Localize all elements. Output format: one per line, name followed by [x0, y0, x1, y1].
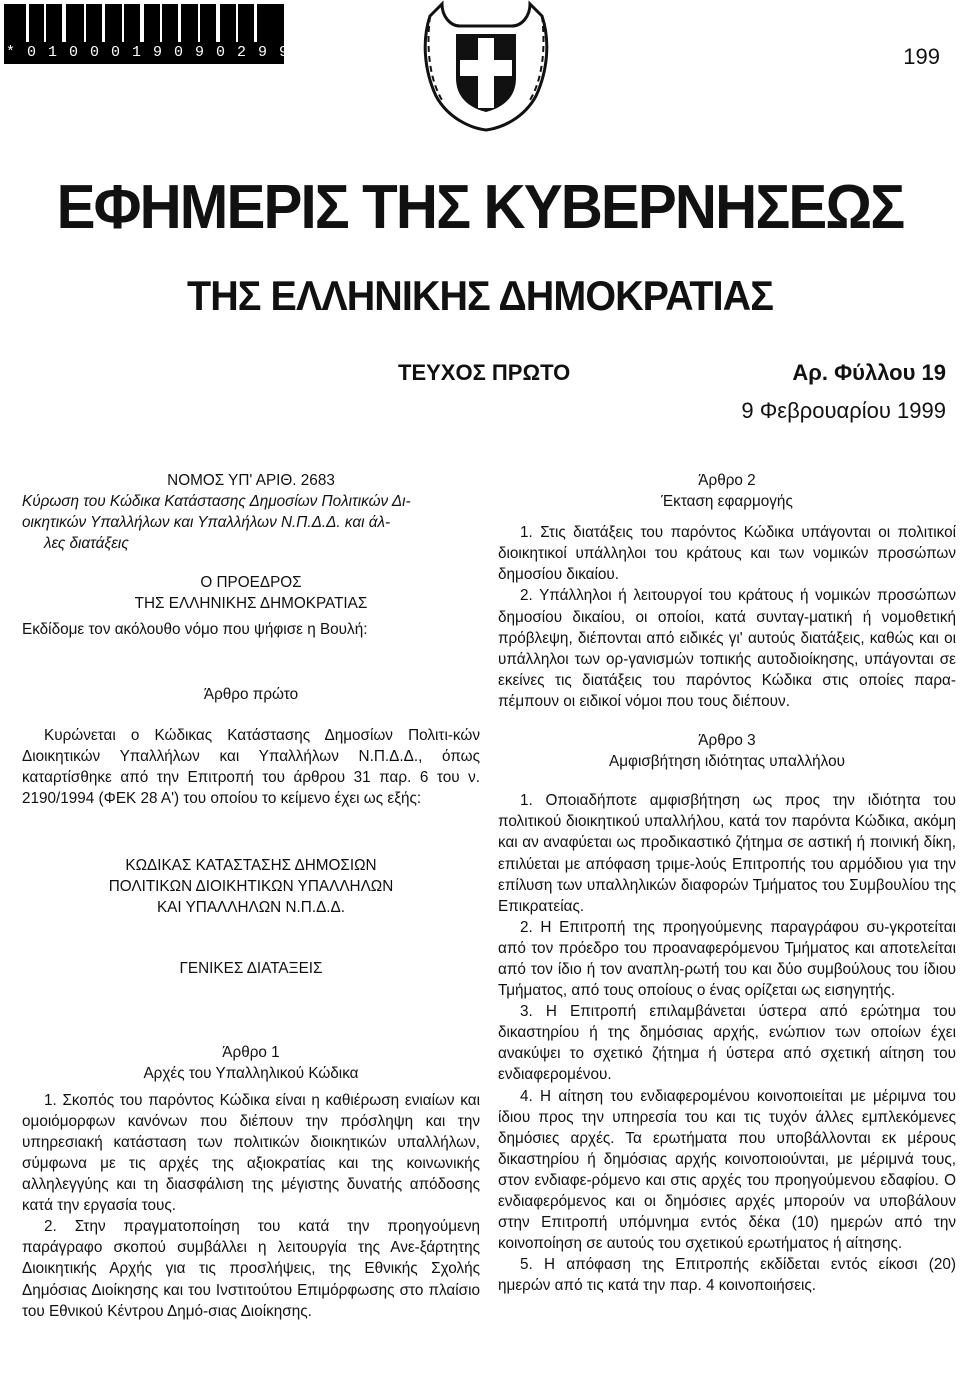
coat-of-arms-icon [420, 0, 552, 132]
code-title: ΠΟΛΙΤΙΚΩΝ ΔΙΟΙΚΗΤΙΚΩΝ ΥΠΑΛΛΗΛΩΝ [108, 878, 394, 896]
article-1-paragraph-1: 1. Σκοπός του παρόντος Κώδικα είναι η καθιέρωση ενιαίων και ομοιόμορφων κανόνων που διέπουν την πρόσληψη και την υπηρεσιακή κατάσταση των πολιτικών διοικητικών υπαλλήλων, σύμφωνα με τις αρχές της αξιοκρατίας και της κοινωνικής αλληλεγγύης και τη διασφάλιση της μέγιστης δυνατής απόδοσης κατά την εργασία τους. [22, 1091, 480, 1215]
article-2-heading: Άρθρο 2 [698, 472, 756, 489]
president-heading: Ο ΠΡΟΕΔΡΟΣ [200, 574, 302, 592]
issue-date: 9 Φεβρουαρίου 1999 [741, 398, 946, 423]
issue-series: ΤΕΥΧΟΣ ΠΡΩΤΟ [398, 360, 571, 385]
barcode-text: *01000190902990004* [6, 44, 406, 61]
enactment-formula: Εκδίδομε τον ακόλουθο νόμο που ψήφισε η Βουλή: [22, 620, 368, 638]
article-2-paragraph-1: 1. Στις διατάξεις του παρόντος Κώδικα υπάγονται οι πολιτικοί διοικητικοί υπάλληλοι του κράτους και των νομικών προσώπων δημοσίου δικαίου. [498, 524, 956, 584]
gazette-subtitle: ΤΗΣ ΕΛΛΗΝΙΚΗΣ ΔΗΜΟΚΡΑΤΙΑΣ [187, 272, 773, 319]
law-title-line: οικητικών Υπαλλήλων και Υπαλλήλων Ν.Π.Δ.Δ. και άλ- [22, 514, 391, 532]
code-title: ΚΩΔΙΚΑΣ ΚΑΤΑΣΤΑΣΗΣ ΔΗΜΟΣΙΩΝ [125, 857, 377, 875]
left-column [22, 470, 480, 1322]
article-3-paragraph-2: 2. Η Επιτροπή της προηγούμενης παραγράφου συ-γκροτείται από τον πρόεδρο του προαναφερόμενου Τμήματος και αποτελείται από τον ίδιο ή τον αναπλη-ρωτή του και δύο συμβούλους του ίδιου Τμήματος, από τους οποίους ο ένας ορίζεται ως εισηγητής. [498, 918, 956, 1000]
law-number: ΝΟΜΟΣ ΥΠ' ΑΡΙΘ. 2683 [167, 472, 335, 489]
page-number: 199 [903, 44, 940, 69]
ratification-paragraph: Κυρώνεται ο Κώδικας Κατάστασης Δημοσίων Πολιτι-κών Διοικητικών Υπαλλήλων και Υπαλλήλων Ν.Π.Δ.Δ., όπως καταρτίσθηκε από την Επιτροπή του άρθρου 31 παρ. 6 του ν. 2190/1994 (ΦΕΚ 28 Α') του οποίου το κείμενο έχει ως εξής: [22, 726, 480, 808]
article-2-title: Έκταση εφαρμογής [661, 493, 793, 511]
code-title: ΚΑΙ ΥΠΑΛΛΗΛΩΝ Ν.Π.Δ.Δ. [156, 899, 346, 917]
article-1-paragraph-2: 2. Στην πραγματοποίηση του κατά την προηγούμενη παράγραφο σκοπού συμβάλλει η λειτουργία της Ανε-ξάρτητης Διοικητικής Αρχής για τις προσλήψεις, της Εθνικής Σχολής Δημόσιας Διοίκησης και του Ινστιτούτου Επιμόρφωσης στο πλαίσιο του Εθνικού Κέντρου Δημό-σιας Διοίκησης. [22, 1218, 480, 1320]
gazette-title: ΕΦΗΜΕΡΙΣ ΤΗΣ ΚΥΒΕΡΝΗΣΕΩΣ [56, 173, 904, 242]
article-2-paragraph-2: 2. Υπάλληλοι ή λειτουργοί του κράτους ή νομικών προσώπων δημοσίου δικαίου, οι οποίοι, κατά συνταγ-ματική ή νομοθετική πρόβλεψη, διέπονται από ειδικές γι' αυτούς διατάξεις, καθώς και οι υπάλληλοι των ορ-γανισμών τοπικής αυτοδιοίκησης, υπάγονται σε εκείνες τις διατάξεις του παρόντος Κώδικα στις οποίες παρα-πέμπουν οι ειδικοί νόμοι που τους διέπουν. [498, 587, 956, 710]
president-heading-2: ΤΗΣ ΕΛΛΗΝΙΚΗΣ ΔΗΜΟΚΡΑΤΙΑΣ [134, 595, 368, 613]
barcode [4, 4, 406, 64]
article-3-heading: Άρθρο 3 [698, 732, 756, 750]
law-title-line: λες διατάξεις [44, 535, 129, 553]
article-3-paragraph-5: 5. Η απόφαση της Επιτροπής εκδίδεται εντός είκοσι (20) ημερών από τις κατά την παρ. 4 κοινοποιήσεις. [498, 1256, 956, 1295]
law-title-line: Κύρωση του Κώδικα Κατάστασης Δημοσίων Πολιτικών Δι- [22, 493, 411, 511]
article-1-title: Αρχές του Υπαλληλικού Κώδικα [143, 1064, 359, 1082]
sheet-number: Αρ. Φύλλου 19 [792, 360, 946, 385]
article-3-title: Αμφισβήτηση ιδιότητας υπαλλήλου [609, 753, 845, 771]
article-1-heading: Άρθρο 1 [222, 1043, 280, 1061]
article-3-paragraph-3: 3. Η Επιτροπή επιλαμβάνεται ύστερα από ερώτημα του δικαστηρίου ή της δημόσιας αρχής, ενώπιον των οποίων έχει ανακύψει το σχετικό ζήτημα ή ύστερα από σχετική αίτηση του ενδιαφερομένου. [498, 1003, 956, 1084]
law-title [22, 491, 480, 554]
general-provisions-heading: ΓΕΝΙΚΕΣ ΔΙΑΤΑΞΕΙΣ [179, 960, 323, 978]
article-3-paragraph-1: 1. Οποιαδήποτε αμφισβήτηση ως προς την ιδιότητα του πολιτικού διοικητικού υπαλλήλου, κατά τον παρόντα Κώδικα, ακόμη και αν αναφύεται ως προδικαστικό ζήτημα σε αστική ή ποινική δίκη, επιλύεται με απόφαση τριμε-λούς Επιτροπής του αρμόδιου για την επίλυση των υπαλληλικών διαφορών Τμήματος του Συμβουλίου της Επικρατείας. [498, 792, 956, 915]
article-3-paragraph-4: 4. Η αίτηση του ενδιαφερομένου κοινοποιείται με μέριμνα του ίδιου προς την υπηρεσία του και τις τυχόν άλλες εμπλεκόμενες δημόσιες αρχές. Τα ερωτήματα που υποβάλλονται εκ μέρους δικαστηρίου ή δημόσιας αρχής κοινοποιούνται, με μέριμνά τους, στον ενδιαφε-ρόμενο και στις αρχές του προηγούμενου εδαφίου. Ο ενδιαφερόμενος και οι δημόσιες αρχές μπορούν να υποβάλουν στην Επιτροπή υπόμνημα εντός δέκα (10) ημερών από την κοινοποίηση σε αυτούς του σχετικού ερωτήματος ή αίτησης. [498, 1087, 956, 1253]
right-column [498, 470, 956, 1296]
article-first-heading: Άρθρο πρώτο [203, 685, 299, 703]
